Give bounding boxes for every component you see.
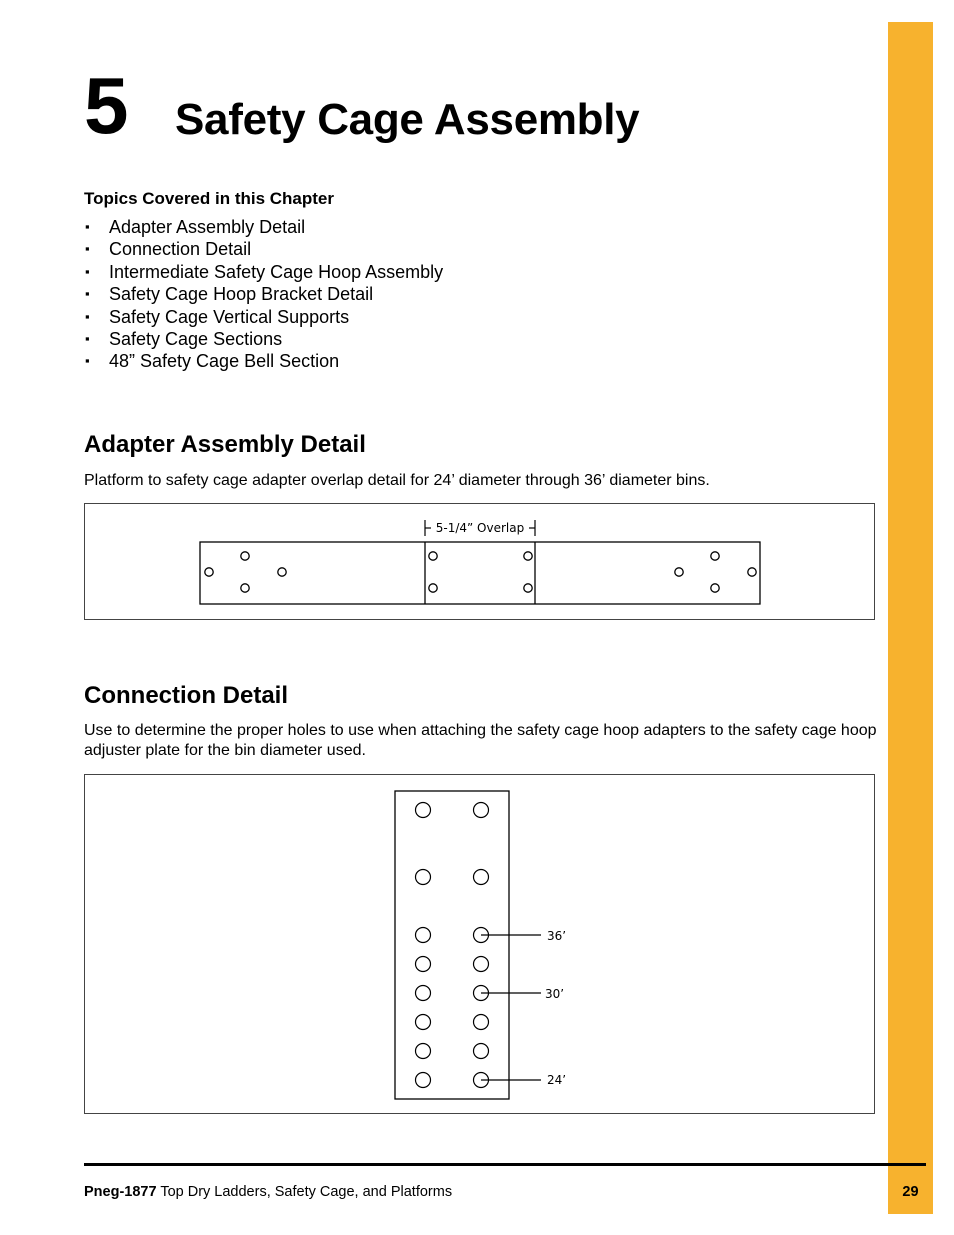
list-item: [84, 328, 443, 350]
diameter-label-36: 36’: [547, 929, 567, 943]
bolt-hole: [675, 568, 683, 576]
diameter-label-30: 30’: [545, 987, 565, 1001]
bolt-hole: [416, 1044, 431, 1059]
connection-section-description: Use to determine the proper holes to use when attaching the safety cage hoop adapters to the safety cage hoop adjuster plate for the bin diameter used.: [84, 722, 877, 759]
list-item: [84, 350, 443, 372]
bullet-icon: ▪: [85, 330, 90, 346]
list-item: [84, 216, 443, 238]
chapter-title: Safety Cage Assembly: [175, 95, 640, 144]
adapter-figure: [84, 503, 875, 620]
bolt-hole: [416, 986, 431, 1001]
adapter-overlap-diagram: [85, 504, 874, 619]
list-item: [84, 261, 443, 283]
bolt-hole: [474, 957, 489, 972]
adjuster-plate-outline: [395, 791, 509, 1099]
bullet-icon: ▪: [85, 219, 90, 234]
bolt-hole: [241, 584, 249, 592]
topic-label: Safety Cage Vertical Supports: [109, 306, 350, 327]
topic-label: Safety Cage Sections: [109, 328, 283, 349]
chapter-side-tab: [888, 22, 933, 1214]
bolt-hole: [205, 568, 213, 576]
list-item: [84, 283, 443, 305]
footer-doc-title: Top Dry Ladders, Safety Cage, and Platforms: [156, 1184, 453, 1200]
bullet-icon: ▪: [85, 286, 90, 302]
topic-label: Connection Detail: [109, 239, 252, 260]
topic-label: Safety Cage Hoop Bracket Detail: [109, 284, 374, 305]
footer-doc-id: Pneg-1877: [84, 1184, 157, 1200]
chapter-number: 5: [84, 61, 129, 150]
list-item: [84, 306, 443, 328]
bolt-hole: [416, 1073, 431, 1088]
bolt-hole: [416, 957, 431, 972]
bolt-hole: [278, 568, 286, 576]
bolt-hole: [474, 803, 489, 818]
topics-list: [84, 216, 443, 373]
bolt-hole: [474, 870, 489, 885]
bolt-hole: [416, 928, 431, 943]
bolt-hole: [474, 1015, 489, 1030]
bolt-hole: [748, 568, 756, 576]
bolt-hole: [416, 1015, 431, 1030]
topic-label: Adapter Assembly Detail: [109, 217, 306, 237]
overlap-label: 5-1/4” Overlap: [435, 521, 525, 535]
bolt-hole: [429, 584, 437, 592]
adapter-section-description: Platform to safety cage adapter overlap detail for 24’ diameter through 36’ diameter bins.: [84, 472, 710, 489]
footer-rule: [84, 1163, 926, 1166]
topic-label: Intermediate Safety Cage Hoop Assembly: [109, 261, 444, 282]
bolt-hole: [711, 552, 719, 560]
bolt-hole: [524, 552, 532, 560]
bolt-hole: [524, 584, 532, 592]
adapter-section-heading: Adapter Assembly Detail: [84, 431, 366, 458]
bolt-hole: [429, 552, 437, 560]
connection-figure: [84, 774, 875, 1114]
topic-label: 48” Safety Cage Bell Section: [109, 351, 340, 372]
bolt-hole: [416, 870, 431, 885]
bolt-hole: [241, 552, 249, 560]
topics-heading: Topics Covered in this Chapter: [84, 189, 335, 208]
diameter-label-24: 24’: [547, 1073, 567, 1087]
bullet-icon: ▪: [85, 308, 90, 324]
adapter-plate-outline: [200, 542, 760, 604]
bullet-icon: ▪: [85, 263, 90, 279]
bolt-hole: [474, 1044, 489, 1059]
page-number: 29: [902, 1184, 919, 1200]
connection-section-heading: Connection Detail: [84, 682, 289, 709]
bullet-icon: ▪: [85, 353, 90, 369]
adjuster-plate-diagram: [85, 775, 874, 1113]
bolt-hole: [711, 584, 719, 592]
bolt-hole: [416, 803, 431, 818]
footer-document: [84, 1184, 452, 1200]
bullet-icon: ▪: [85, 241, 90, 257]
list-item: [84, 238, 443, 260]
